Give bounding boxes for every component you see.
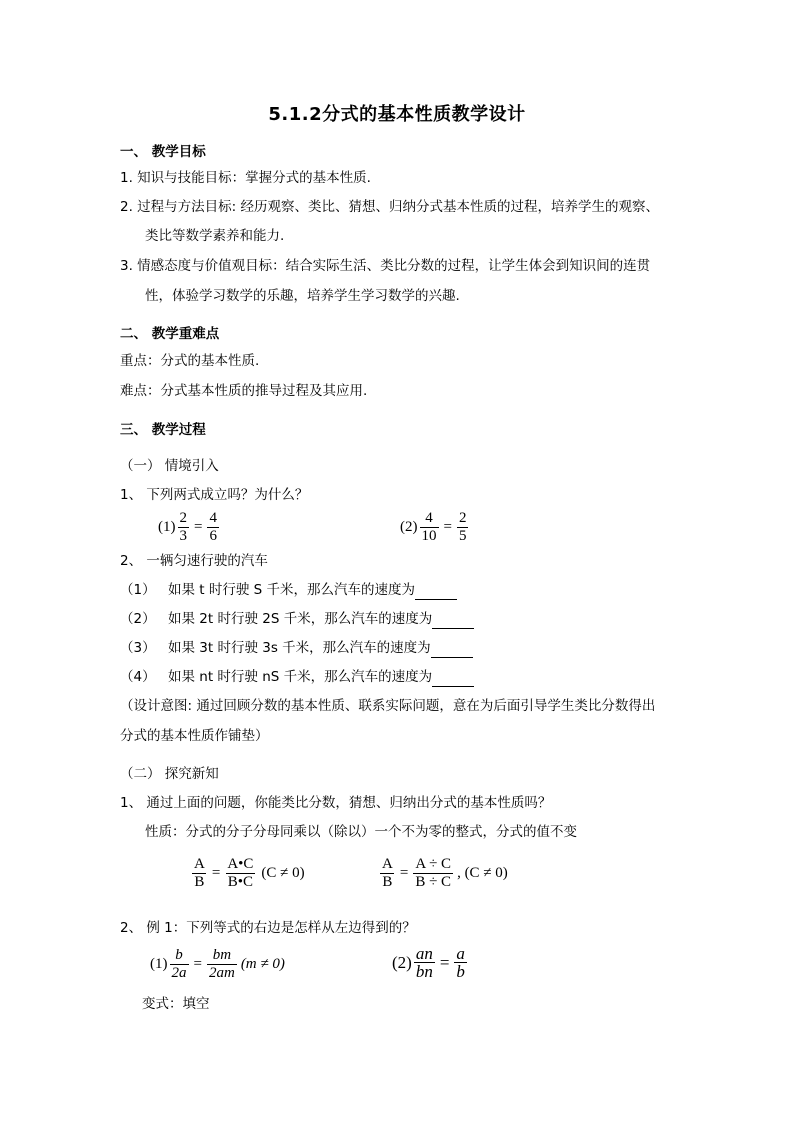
ex2-fraction-left bbox=[414, 945, 435, 980]
ex1-fraction-left bbox=[170, 947, 189, 982]
answer-blank bbox=[415, 586, 457, 600]
key-point: 重点：分式的基本性质. bbox=[120, 353, 260, 369]
ex1-denominator-right: 2am bbox=[208, 965, 235, 981]
answer-blank bbox=[432, 615, 474, 629]
section-heading-process: 三、 教学过程 bbox=[120, 422, 206, 438]
ex1-condition: (m ≠ 0) bbox=[240, 956, 285, 972]
prop2-condition: , (C ≠ 0) bbox=[457, 865, 508, 881]
ex2-denominator-right: b bbox=[456, 962, 465, 981]
prop1-fraction-left bbox=[192, 856, 207, 891]
equation-2 bbox=[400, 510, 470, 545]
goal-2-line-1: 2. 过程与方法目标: 经历观察、类比、猜想、归纳分式基本性质的过程，培养学生的观察、 bbox=[120, 199, 660, 215]
case-2 bbox=[120, 609, 474, 629]
difficult-point: 难点：分式基本性质的推导过程及其应用. bbox=[120, 383, 368, 399]
ex2-label: (2) bbox=[392, 952, 412, 972]
ex1-denominator-left: 2a bbox=[171, 965, 187, 981]
eq1-equals: = bbox=[194, 519, 203, 535]
part-1-heading: （一） 情境引入 bbox=[120, 458, 219, 474]
eq2-denominator-left: 10 bbox=[421, 528, 437, 544]
prop2-fraction-left bbox=[380, 856, 395, 891]
ex1-label: (1) bbox=[150, 956, 168, 972]
eq1-fraction-left bbox=[178, 510, 190, 545]
case-4-text: 如果 nt 时行驶 nS 千米，那么汽车的速度为 bbox=[168, 669, 433, 685]
design-intent-line-2: 分式的基本性质作铺垫） bbox=[120, 728, 269, 744]
eq1-numerator-right: 4 bbox=[209, 510, 217, 526]
eq2-denominator-right: 5 bbox=[458, 528, 467, 544]
eq2-fraction-right bbox=[457, 510, 469, 545]
prop2-denominator-left: B bbox=[382, 874, 393, 890]
eq2-equals: = bbox=[443, 519, 452, 535]
section-heading-goals: 一、 教学目标 bbox=[120, 144, 206, 160]
design-intent-line-1: （设计意图: 通过回顾分数的基本性质、联系实际问题，意在为后面引导学生类比分数得出 bbox=[120, 698, 656, 714]
prop2-fraction-right bbox=[413, 856, 453, 891]
ex2-denominator-left: bn bbox=[415, 962, 433, 981]
eq2-fraction-left bbox=[420, 510, 439, 545]
eq1-denominator-left: 3 bbox=[179, 528, 187, 544]
ex2-numerator-right: a bbox=[456, 944, 465, 963]
example-equation-1 bbox=[150, 947, 285, 982]
part-2-heading: （二） 探究新知 bbox=[120, 766, 219, 782]
eq1-denominator-right: 6 bbox=[209, 528, 217, 544]
example-1-heading: 2、 例 1：下列等式的右边是怎样从左边得到的？ bbox=[120, 920, 416, 936]
answer-blank bbox=[432, 673, 474, 687]
ex2-fraction-right bbox=[454, 945, 467, 980]
example-equation-2 bbox=[392, 945, 469, 980]
prop2-equals: = bbox=[399, 865, 409, 881]
section-heading-key-points: 二、 教学重难点 bbox=[120, 326, 220, 342]
ex2-numerator-left: an bbox=[415, 944, 433, 963]
eq1-fraction-right bbox=[207, 510, 219, 545]
prop1-numerator-right: A•C bbox=[227, 856, 254, 872]
eq2-numerator-right: 2 bbox=[458, 510, 467, 526]
case-3-text: 如果 3t 时行驶 3s 千米，那么汽车的速度为 bbox=[168, 640, 431, 656]
goal-3-line-1: 3. 情感态度与价值观目标：结合实际生活、类比分数的过程，让学生体会到知识间的连贯 bbox=[120, 258, 651, 274]
eq1-label: (1) bbox=[158, 519, 176, 535]
goal-2-line-2: 类比等数学素养和能力. bbox=[145, 228, 285, 244]
question-3: 1、 通过上面的问题，你能类比分数，猜想、归纳出分式的基本性质吗？ bbox=[120, 795, 552, 811]
case-3-number: （3） bbox=[120, 640, 156, 656]
eq2-numerator-left: 4 bbox=[425, 510, 433, 526]
prop1-denominator-right: B•C bbox=[227, 874, 253, 890]
ex1-numerator-left: b bbox=[175, 947, 183, 963]
case-3 bbox=[120, 638, 473, 658]
prop1-fraction-right bbox=[225, 856, 255, 891]
answer-blank bbox=[431, 644, 473, 658]
ex2-equals: = bbox=[439, 952, 450, 972]
goal-3-line-2: 性，体验学习数学的乐趣，培养学生学习数学的兴趣. bbox=[145, 288, 460, 304]
prop1-condition: (C ≠ 0) bbox=[261, 865, 305, 881]
variant-label: 变式：填空 bbox=[142, 996, 210, 1012]
ex1-numerator-right: bm bbox=[212, 947, 232, 963]
prop1-equals: = bbox=[211, 865, 221, 881]
prop1-numerator-left: A bbox=[194, 856, 205, 872]
question-2: 2、 一辆匀速行驶的汽车 bbox=[120, 553, 268, 569]
case-2-number: （2） bbox=[120, 611, 156, 627]
prop2-numerator-left: A bbox=[382, 856, 393, 872]
case-1 bbox=[120, 580, 457, 600]
prop2-denominator-right: B ÷ C bbox=[415, 874, 452, 890]
eq2-label: (2) bbox=[400, 519, 418, 535]
prop2-numerator-right: A ÷ C bbox=[415, 856, 452, 872]
property-statement: 性质：分式的分子分母同乘以（除以）一个不为零的整式，分式的值不变 bbox=[145, 824, 577, 840]
case-2-text: 如果 2t 时行驶 2S 千米，那么汽车的速度为 bbox=[168, 611, 433, 627]
ex1-equals: = bbox=[193, 956, 202, 972]
case-4 bbox=[120, 667, 474, 687]
case-4-number: （4） bbox=[120, 669, 156, 685]
case-1-number: （1） bbox=[120, 582, 156, 598]
eq1-numerator-left: 2 bbox=[179, 510, 187, 526]
prop1-denominator-left: B bbox=[194, 874, 205, 890]
property-formula-2 bbox=[378, 856, 508, 891]
equation-1 bbox=[158, 510, 221, 545]
question-1: 1、 下列两式成立吗？为什么？ bbox=[120, 487, 309, 503]
ex1-fraction-right bbox=[207, 947, 237, 982]
page-title: 5.1.2分式的基本性质教学设计 bbox=[268, 104, 526, 125]
case-1-text: 如果 t 时行驶 S 千米，那么汽车的速度为 bbox=[168, 582, 416, 598]
property-formula-1 bbox=[190, 856, 305, 891]
goal-1: 1. 知识与技能目标：掌握分式的基本性质. bbox=[120, 170, 371, 186]
